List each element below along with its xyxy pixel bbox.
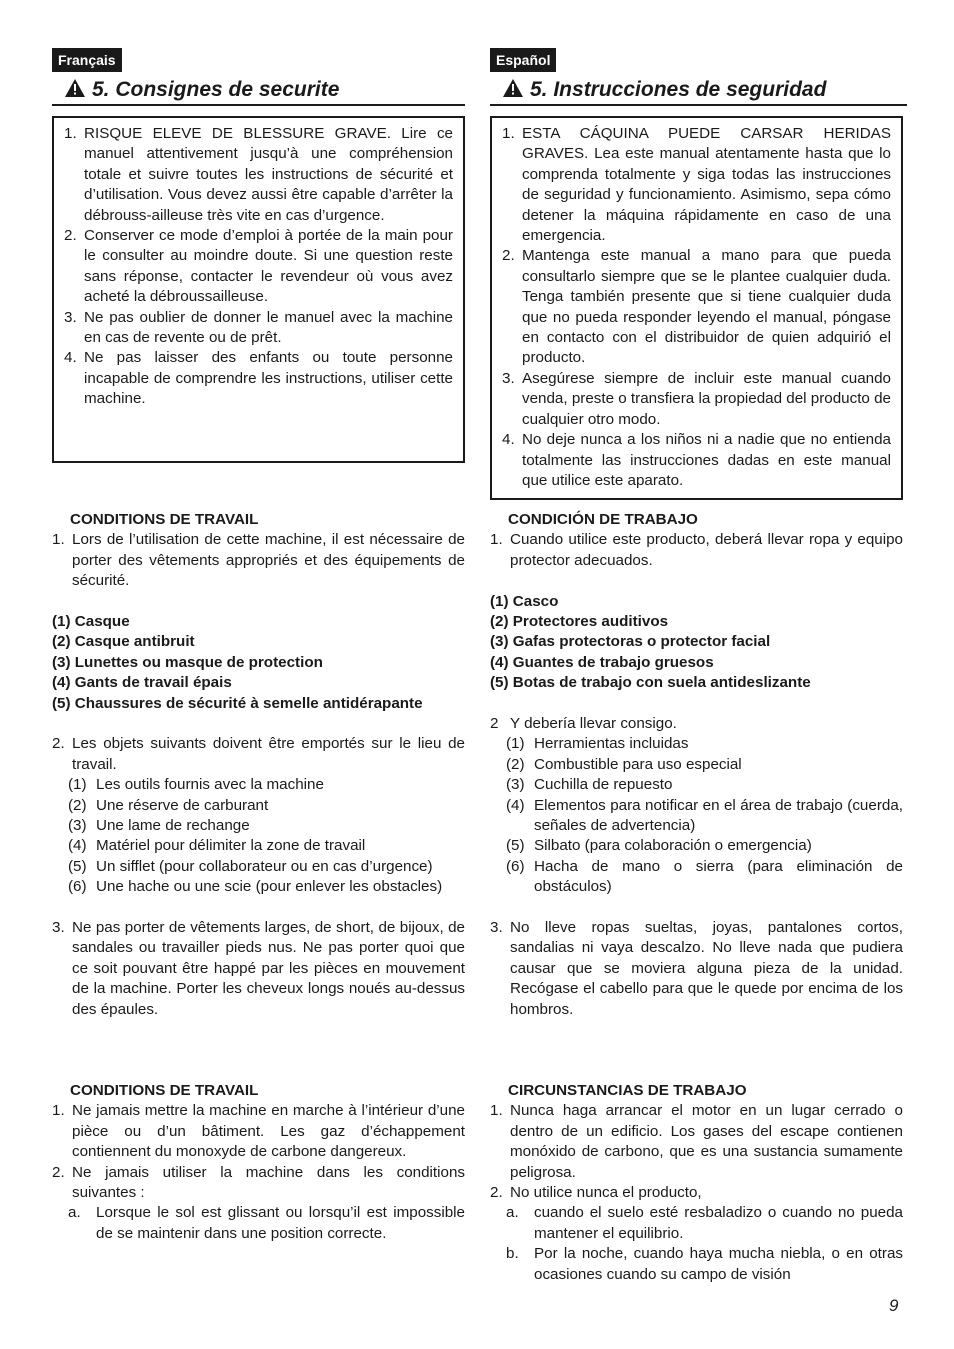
work-conditions-spanish xyxy=(490,510,903,1020)
section-title-text: 5. Consignes de securite xyxy=(92,78,340,101)
equipment-item: (2) Protectores auditivos xyxy=(490,613,669,631)
conditions-heading: CONDITIONS DE TRAVAIL xyxy=(70,1082,259,1099)
section-title-spanish xyxy=(490,76,907,106)
warning-icon xyxy=(502,78,524,98)
equipment-item: (4) Gants de travail épais xyxy=(52,674,232,692)
carry-item: (2) Une réserve de carburant xyxy=(68,796,269,814)
condition-sub-item: a. Lorsque le sol est glissant ou lorsqu’il est impossible de se maintenir dans une position correcte. xyxy=(68,1204,465,1242)
language-tab-spanish: Español xyxy=(490,48,556,72)
circumstances-french xyxy=(52,1081,465,1244)
carry-item: (1) Herramientas incluidas xyxy=(506,735,689,753)
box-item: 4. Ne pas laisser des enfants ou toute personne incapable de comprendre les instructions, utiliser cette machine. xyxy=(64,349,453,408)
equipment-item: (2) Casque antibruit xyxy=(52,633,195,651)
condition-sub-item: b. Por la noche, cuando haya mucha niebla, o en otras ocasiones cuando su campo de visión xyxy=(506,1245,903,1283)
work-heading: CONDITIONS DE TRAVAIL xyxy=(70,511,259,528)
equipment-item: (3) Lunettes ou masque de protection xyxy=(52,653,323,671)
safety-box-spanish xyxy=(490,116,903,500)
condition-item: 1. Ne jamais mettre la machine en marche à l’intérieur d’une pièce ou d’un bâtiment. Les gaz d’échappement contiennent du monoxyde de carbone dangereux. xyxy=(52,1102,465,1161)
condition-item: 2. No utilice nunca el producto, xyxy=(490,1184,702,1202)
equipment-item: (3) Gafas protectoras o protector facial xyxy=(490,633,771,651)
carry-item: (1) Les outils fournis avec la machine xyxy=(68,776,324,794)
carry-item: (4) Matériel pour délimiter la zone de travail xyxy=(68,837,366,855)
section-title-french xyxy=(52,76,465,106)
condition-item: 1. Nunca haga arrancar el motor en un lugar cerrado o dentro de un edificio. Los gases del escape contienen monóxido de carbono, que es una sustancia sumamente peligrosa. xyxy=(490,1102,903,1181)
condition-sub-item: a. cuando el suelo esté resbaladizo o cuando no pueda mantener el equilibrio. xyxy=(506,1204,903,1242)
equipment-item: (5) Chaussures de sécurité à semelle antidérapante xyxy=(52,694,423,712)
column-spanish xyxy=(490,0,903,1349)
carry-intro: 2 Y debería llevar consigo. xyxy=(490,715,677,733)
carry-item: (2) Combustible para uso especial xyxy=(506,755,742,773)
box-item: 3. Asegúrese siempre de incluir este manual cuando venda, preste o transfiera la propiedad del producto de cualquier otro modo. xyxy=(502,369,891,428)
circumstances-spanish xyxy=(490,1081,903,1285)
carry-item: (6) Une hache ou une scie (pour enlever les obstacles) xyxy=(68,878,443,896)
carry-item: (4) Elementos para notificar en el área de trabajo (cuerda, señales de advertencia) xyxy=(506,796,903,835)
equipment-item: (1) Casque xyxy=(52,613,130,631)
column-french xyxy=(52,0,465,1349)
carry-item: (3) Cuchilla de repuesto xyxy=(506,776,673,794)
section-title-text: 5. Instrucciones de seguridad xyxy=(530,78,827,101)
safety-box-french xyxy=(52,116,465,463)
equipment-item: (4) Guantes de trabajo gruesos xyxy=(490,653,714,671)
clothing-item: 3. No lleve ropas sueltas, joyas, pantalones cortos, sandalias ni vaya descalzo. No lleve nada que pudiera causar que se moviera alguna pieza de la unidad. Recógase el cabello para que le quede por encima de los hombros. xyxy=(490,919,903,1018)
carry-intro: 2. Les objets suivants doivent être emportés sur le lieu de travail. xyxy=(52,735,465,773)
warning-icon xyxy=(64,78,86,98)
work-conditions-french xyxy=(52,510,465,1020)
equipment-item: (1) Casco xyxy=(490,592,559,610)
box-item: 1. RISQUE ELEVE DE BLESSURE GRAVE. Lire ce manuel attentivement jusqu’à une compréhension totale et suivre toutes les instructions de sécurité et d’utilisation. Vous devez aussi être capable d’arrêter la débrouss-ailleuse très vite en cas d’urgence. xyxy=(64,125,453,224)
carry-item: (5) Silbato (para colaboración o emergencia) xyxy=(506,837,812,855)
box-item: 2. Mantenga este manual a mano para que pueda consultarlo siempre que se le plantee cualquier duda. Tenga también presente que si tiene cualquier duda que no pueda responder leyendo el manual, póngase en contacto con el distribuidor de quien adquirió el producto. xyxy=(502,247,891,367)
box-item: 3. Ne pas oublier de donner le manuel avec la machine en cas de revente ou de prêt. xyxy=(64,308,453,347)
carry-item: (5) Un sifflet (pour collaborateur ou en cas d’urgence) xyxy=(68,857,433,875)
work-heading: CONDICIÓN DE TRABAJO xyxy=(508,511,698,528)
carry-item: (3) Une lame de rechange xyxy=(68,817,250,835)
work-item: 1. Lors de l’utilisation de cette machine, il est nécessaire de porter des vêtements appropriés et des équipements de sécurité. xyxy=(52,531,465,590)
work-item: 1. Cuando utilice este producto, deberá llevar ropa y equipo protector adecuados. xyxy=(490,531,903,569)
box-item: 4. No deje nunca a los niños ni a nadie que no entienda totalmente las instrucciones dadas en este manual que utilice este aparato. xyxy=(502,431,891,489)
conditions-heading: CIRCUNSTANCIAS DE TRABAJO xyxy=(508,1082,747,1099)
box-item: 1. ESTA CÁQUINA PUEDE CARSAR HERIDAS GRAVES. Lea este manual atentamente hasta que lo comprenda totalmente y siga todas las instrucciones de seguridad y funcionamiento. Asimismo, sepa cómo detener la máquina rápidamente en caso de una emergencia. xyxy=(502,125,891,245)
condition-item: 2. Ne jamais utiliser la machine dans les conditions suivantes : xyxy=(52,1163,465,1202)
page-number: 9 xyxy=(889,1296,899,1315)
equipment-item: (5) Botas de trabajo con suela antideslizante xyxy=(490,674,811,692)
box-item: 2. Conserver ce mode d’emploi à portée de la main pour le consulter au moindre doute. Si une question reste sans réponse, contacter le revendeur où vous avez acheté la débroussailleuse. xyxy=(64,227,453,306)
clothing-item: 3. Ne pas porter de vêtements larges, de short, de bijoux, de sandales ou travailler pieds nus. Ne pas porter quoi que ce soit pouvant être happé par les pièces en mouvement de la machine. Porter les cheveux longs noués au-dessus des épaules. xyxy=(52,919,465,1018)
language-tab-french: Français xyxy=(52,48,122,72)
carry-item: (6) Hacha de mano o sierra (para eliminación de obstáculos) xyxy=(506,857,903,896)
